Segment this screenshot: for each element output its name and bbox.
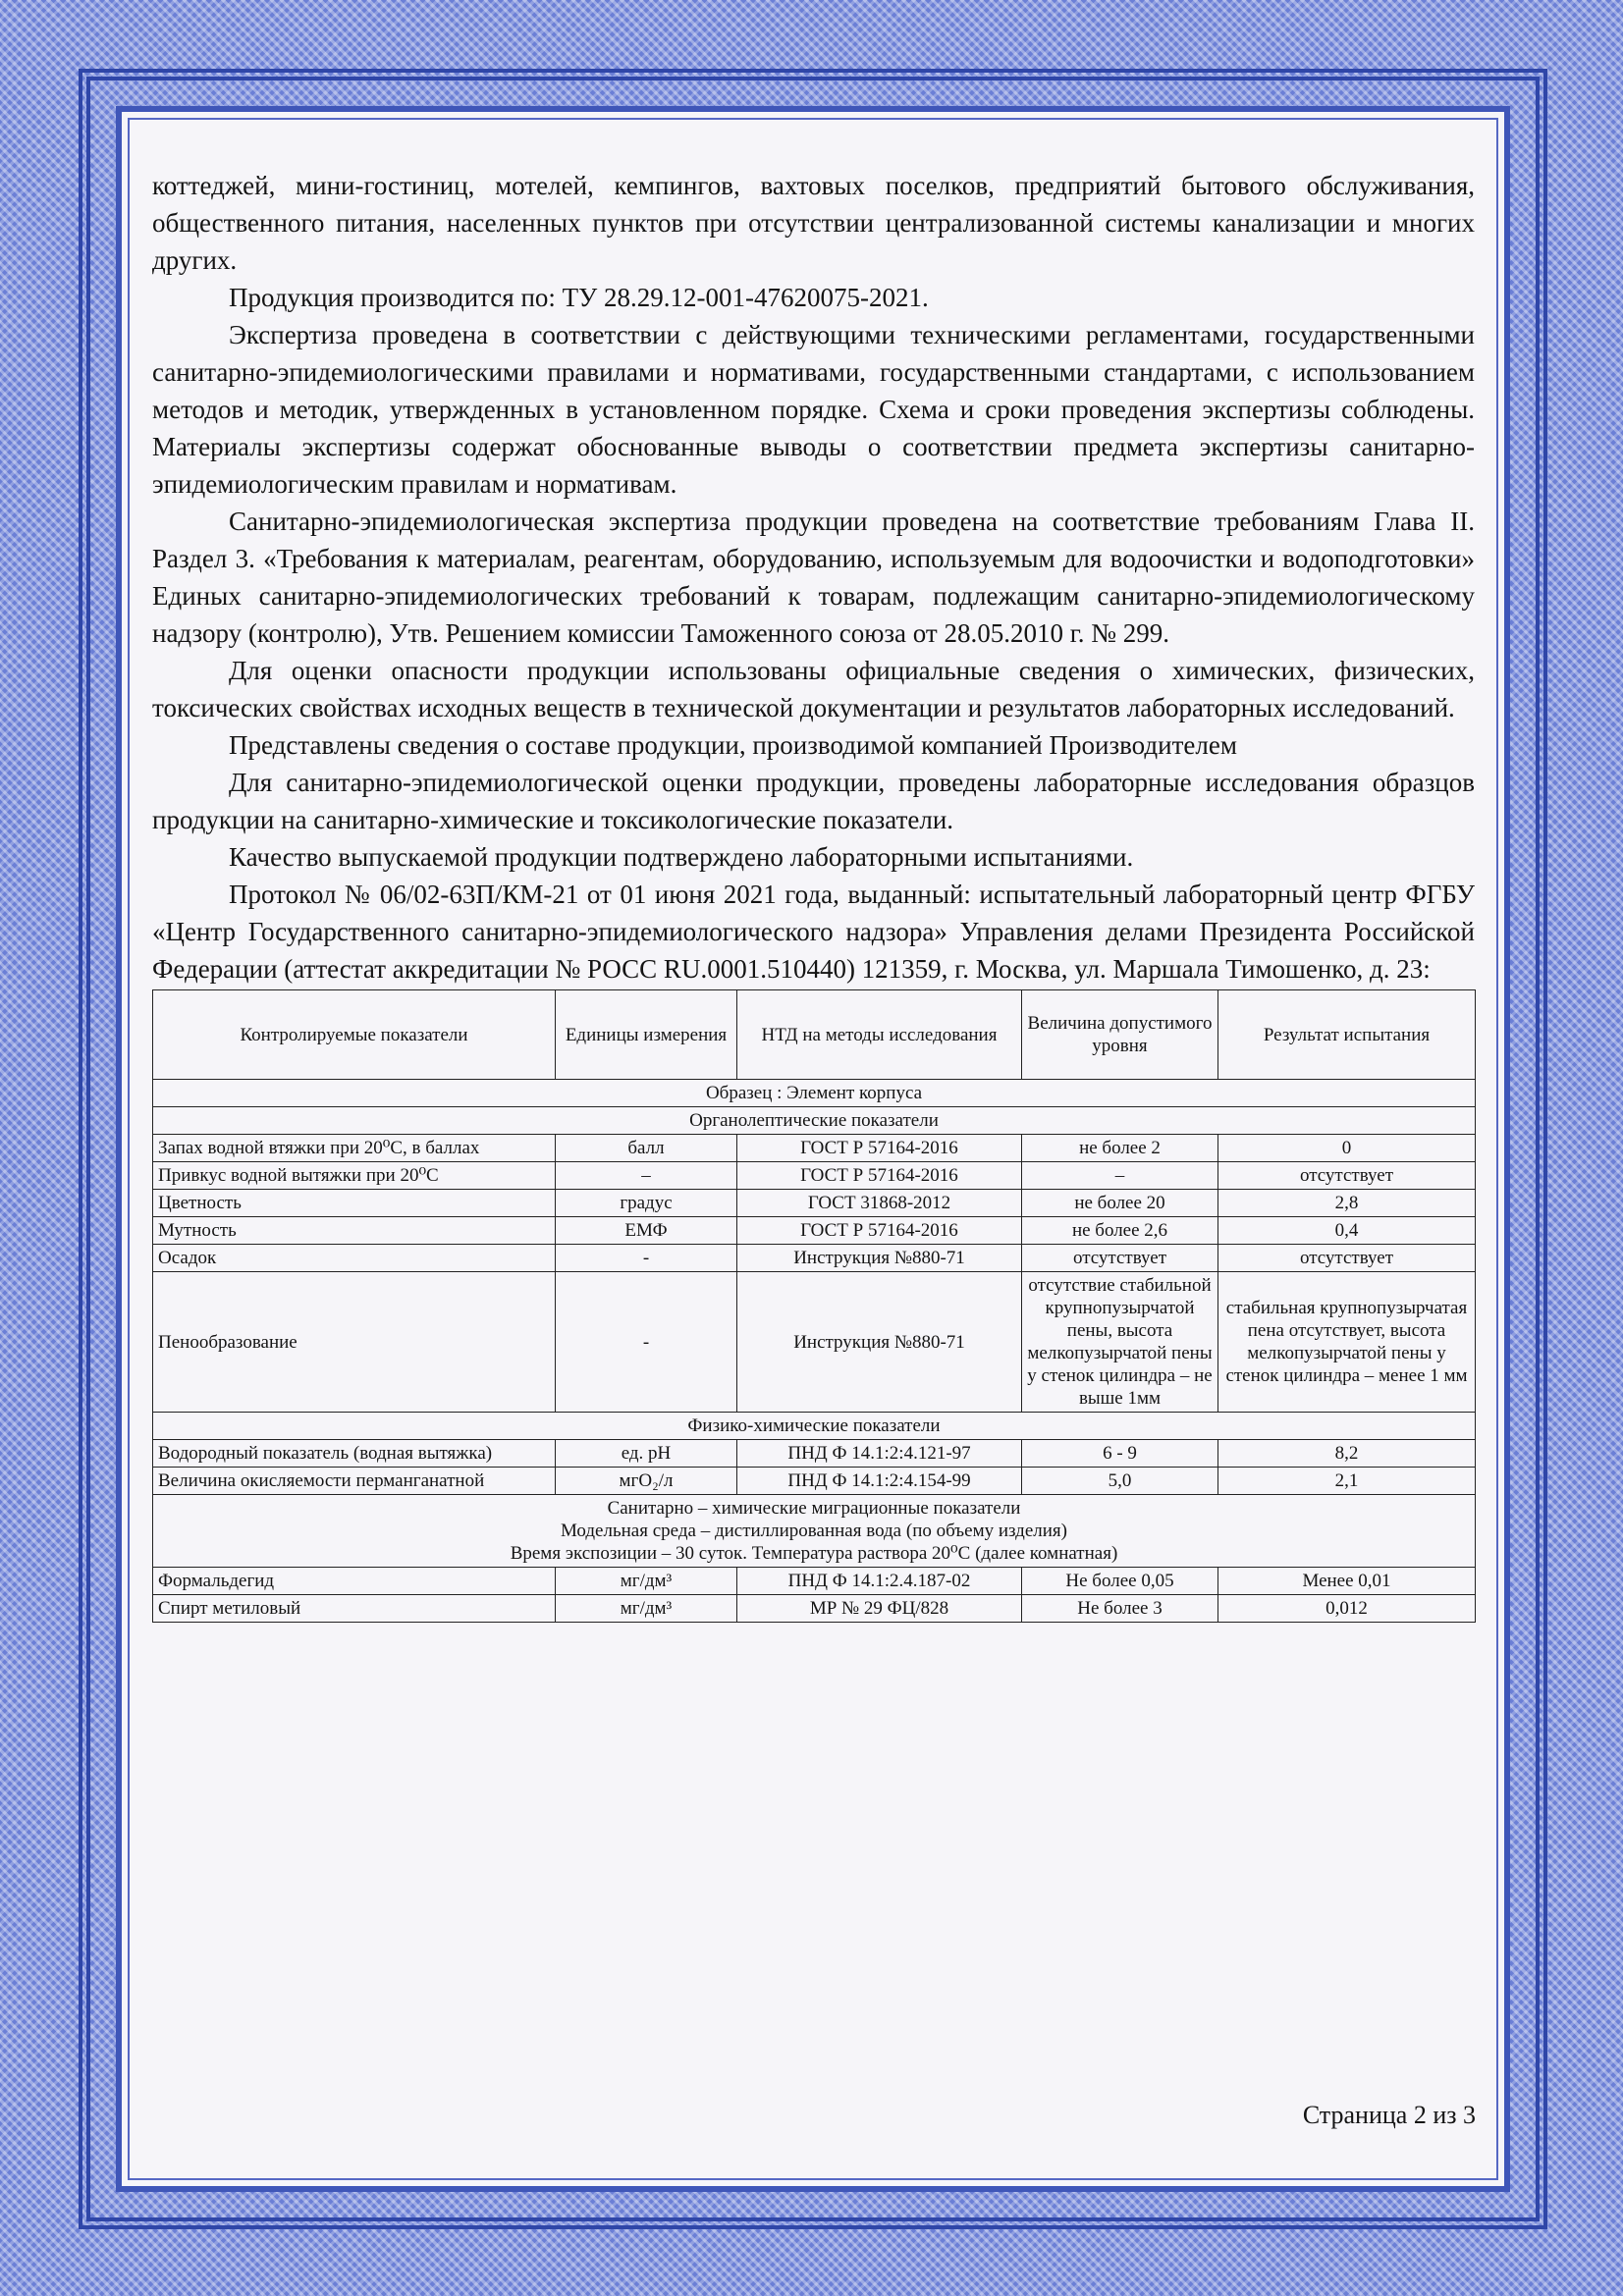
header-units: Единицы измерения (556, 990, 737, 1080)
cell-limit: 6 - 9 (1022, 1440, 1218, 1468)
cell-units: балл (556, 1135, 737, 1162)
cell-method: ГОСТ Р 57164-2016 (737, 1162, 1022, 1190)
cell-indicator: Спирт метиловый (153, 1595, 556, 1623)
paragraph-1: коттеджей, мини-гостиниц, мотелей, кемпингов, вахтовых поселков, предприятий бытового обслуживания, общественного питания, населенных пунктов при отсутствии централизованной системы канализации и многих других. (152, 171, 1475, 275)
cell-limit: Не более 0,05 (1022, 1568, 1218, 1595)
cell-result: 0,4 (1218, 1217, 1476, 1245)
cell-units: ЕМФ (556, 1217, 737, 1245)
cell-limit: не более 20 (1022, 1190, 1218, 1217)
cell-indicator: Пенообразование (153, 1272, 556, 1413)
paragraph-6: Представлены сведения о составе продукции, производимой компанией Производителем (229, 730, 1237, 760)
table-header-row (153, 990, 1476, 1080)
paragraph-3: Экспертиза проведена в соответствии с действующими техническими регламентами, государственными санитарно-эпидемиологическими правилами и нормативами, государственными стандартами, с использованием методов и методик, утвержденных в установленном порядке. Схема и сроки проведения экспертизы соблюдены. Материалы экспертизы содержат обоснованные выводы о соответствии предмета экспертизы санитарно-эпидемиологическим правилам и нормативам. (152, 320, 1475, 499)
cell-limit: – (1022, 1162, 1218, 1190)
section-migration (153, 1495, 1476, 1568)
cell-limit: 5,0 (1022, 1468, 1218, 1495)
table-row (153, 1595, 1476, 1623)
cell-limit: Не более 3 (1022, 1595, 1218, 1623)
page-number: Страница 2 из 3 (1302, 2101, 1476, 2129)
section-row (153, 1107, 1476, 1135)
cell-result: отсутствует (1218, 1162, 1476, 1190)
cell-units: градус (556, 1190, 737, 1217)
cell-limit: не более 2 (1022, 1135, 1218, 1162)
cell-units: - (556, 1245, 737, 1272)
cell-method: ПНД Ф 14.1:2:4.121-97 (737, 1440, 1022, 1468)
cell-result: 2,8 (1218, 1190, 1476, 1217)
paragraph-8: Качество выпускаемой продукции подтверждено лабораторными испытаниями. (229, 842, 1134, 872)
cell-method: ГОСТ 31868-2012 (737, 1190, 1022, 1217)
cell-indicator: Мутность (153, 1217, 556, 1245)
section-row (153, 1413, 1476, 1440)
table-row (153, 1440, 1476, 1468)
table-row (153, 1468, 1476, 1495)
cell-units: ед. рН (556, 1440, 737, 1468)
cell-method: ПНД Ф 14.1:2:4.154-99 (737, 1468, 1022, 1495)
cell-method: Инструкция №880-71 (737, 1245, 1022, 1272)
cell-result: Менее 0,01 (1218, 1568, 1476, 1595)
table-row (153, 1135, 1476, 1162)
section-row (153, 1495, 1476, 1568)
cell-method: МР № 29 ФЦ/828 (737, 1595, 1022, 1623)
cell-units: - (556, 1272, 737, 1413)
header-result: Результат испытания (1218, 990, 1476, 1080)
table-row (153, 1217, 1476, 1245)
cell-units: мг/дм³ (556, 1568, 737, 1595)
section-migration-line: Время экспозиции – 30 суток. Температура раствора 20⁰С (далее комнатная) (510, 1543, 1118, 1564)
cell-limit: не более 2,6 (1022, 1217, 1218, 1245)
cell-indicator: Водородный показатель (водная вытяжка) (153, 1440, 556, 1468)
section-physchem: Физико-химические показатели (153, 1413, 1476, 1440)
cell-result: 0 (1218, 1135, 1476, 1162)
cell-limit: отсутствует (1022, 1245, 1218, 1272)
cell-method: ПНД Ф 14.1:2.4.187-02 (737, 1568, 1022, 1595)
paragraph-4: Санитарно-эпидемиологическая экспертиза продукции проведена на соответствие требованиям Глава II. Раздел 3. «Требования к материалам, реагентам, оборудованию, используемым для водоочистки и водоподготовки» Единых санитарно-эпидемиологических требований к товарам, подлежащим санитарно-эпидемиологическому надзору (контролю), Утв. Решением комиссии Таможенного союза от 28.05.2010 г. № 299. (152, 507, 1475, 648)
sample-label: Образец : Элемент корпуса (153, 1080, 1476, 1107)
table-row (153, 1568, 1476, 1595)
paragraph-9: Протокол № 06/02-63П/КМ-21 от 01 июня 2021 года, выданный: испытательный лабораторный центр ФГБУ «Центр Государственного санитарно-эпидемиологического надзора» Управления делами Президента Российской Федерации (аттестат аккредитации № РОСС RU.0001.510440) 121359, г. Москва, ул. Маршала Тимошенко, д. 23: (152, 880, 1475, 984)
cell-result: отсутствует (1218, 1245, 1476, 1272)
cell-units: – (556, 1162, 737, 1190)
table-row (153, 1190, 1476, 1217)
cell-indicator: Привкус водной вытяжки при 20⁰С (153, 1162, 556, 1190)
cell-indicator: Величина окисляемости перманганатной (153, 1468, 556, 1495)
cell-result: 0,012 (1218, 1595, 1476, 1623)
header-limit: Величина допустимого уровня (1022, 990, 1218, 1080)
cell-indicator: Цветность (153, 1190, 556, 1217)
header-method: НТД на методы исследования (737, 990, 1022, 1080)
section-migration-line: Модельная среда – дистиллированная вода (по объему изделия) (561, 1521, 1067, 1541)
section-migration-line: Санитарно – химические миграционные показатели (607, 1498, 1021, 1519)
table-row (153, 1272, 1476, 1413)
cell-limit: отсутствие стабильной крупнопузырчатой пены, высота мелкопузырчатой пены у стенок цилиндра – не выше 1мм (1022, 1272, 1218, 1413)
cell-method: ГОСТ Р 57164-2016 (737, 1217, 1022, 1245)
cell-method: Инструкция №880-71 (737, 1272, 1022, 1413)
paragraph-5: Для оценки опасности продукции использованы официальные сведения о химических, физических, токсических свойствах исходных веществ в технической документации и результатов лабораторных исследований. (152, 656, 1475, 722)
table-row (153, 1162, 1476, 1190)
paragraph-7: Для санитарно-эпидемиологической оценки продукции, проведены лабораторные исследования образцов продукции на санитарно-химические и токсикологические показатели. (152, 768, 1475, 834)
paragraph-2: Продукция производится по: ТУ 28.29.12-001-47620075-2021. (229, 283, 929, 312)
document-body (152, 167, 1475, 1623)
cell-indicator: Формальдегид (153, 1568, 556, 1595)
cell-indicator: Запах водной втяжки при 20⁰С, в баллах (153, 1135, 556, 1162)
cell-result: 2,1 (1218, 1468, 1476, 1495)
cell-method: ГОСТ Р 57164-2016 (737, 1135, 1022, 1162)
cell-units: мгО₂/л (556, 1468, 737, 1495)
cell-indicator: Осадок (153, 1245, 556, 1272)
cell-units: мг/дм³ (556, 1595, 737, 1623)
table-row (153, 1245, 1476, 1272)
section-organoleptic: Органолептические показатели (153, 1107, 1476, 1135)
sample-row (153, 1080, 1476, 1107)
results-table (152, 989, 1476, 1623)
cell-result: 8,2 (1218, 1440, 1476, 1468)
header-indicator: Контролируемые показатели (153, 990, 556, 1080)
cell-result: стабильная крупнопузырчатая пена отсутствует, высота мелкопузырчатой пены у стенок цилиндра – менее 1 мм (1218, 1272, 1476, 1413)
